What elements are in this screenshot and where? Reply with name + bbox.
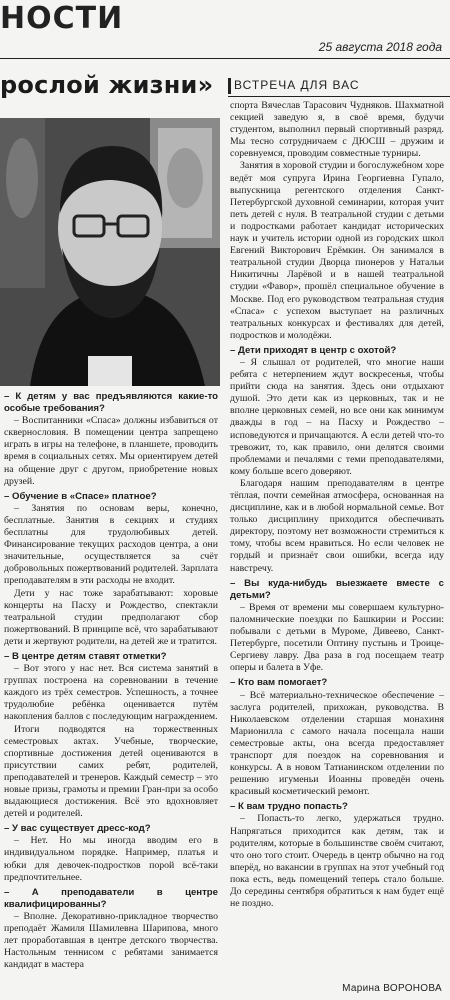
article-paragraph: Благодаря нашим преподавателям в центре тёплая, почти семейная атмосфера, основанная на дисциплине, как и в любой нормальной семье. Вот только дисциплину приходится обеспечивать директору, поэтому нет возможности стремиться к тому, чтобы всем нравиться. Но если человек не гордый и признаёт свои ошибки, всегда иду навстречу. xyxy=(230,477,444,574)
header-rule xyxy=(0,58,450,59)
interview-question: – Обучение в «Спасе» платное? xyxy=(4,490,157,502)
rubric-label: ВСТРЕЧА ДЛЯ ВАС xyxy=(234,78,360,92)
article-paragraph: спорта Вячеслав Тарасович Чудняков. Шахматной секцией заведую я, в своё время, будучи студентом, выполнил первый спортивный разряд. Мы тесно сотрудничаем с ДЮСШ – дружим и соревнуемся, проводим совместные турниры. xyxy=(230,100,444,160)
article-paragraph: – Вот этого у нас нет. Вся система занятий в группах построена на соревновании в течение каждого из трёх семестров. Успешность, а точнее трудолюбие ребёнка оценивается путём накопления баллов с последующим награждением. xyxy=(4,663,218,723)
article-paragraph: – Я слышал от родителей, что многие наши ребята с нетерпением ждут воскресенья, чтобы прийти сюда на занятия. Здесь они отдыхают душой. Это дети как из церковных, так и не вполне церковных семей, но все они как минимум дважды в год – на Пасху и Рождество – исповедуются и причащаются. А если детей что-то тревожит, то, как правило, они делятся своими проблемами и печалями с теми преподавателями, кому больше всего доверяют. xyxy=(230,356,444,477)
author-signature: Марина ВОРОНОВА xyxy=(342,983,442,994)
article-title: рослой жизни» xyxy=(0,71,214,99)
section-header: НОСТИ xyxy=(0,1,124,36)
right-text-column xyxy=(230,100,444,910)
rubric-marker xyxy=(228,78,231,94)
article-paragraph: – Занятия по основам веры, конечно, бесплатные. Занятия в секциях и студиях бесплатны для трудолюбивых детей. Финансирование текущих расходов центра, а они значительные, осуществляется за счёт добровольных пожертвований родителей. Зарплата преподавателям в эти расходы не входит. xyxy=(4,502,218,587)
interview-question: – А преподаватели в центре квалифицированны? xyxy=(4,886,218,910)
article-paragraph: – Вполне. Декоративно-прикладное творчество преподаёт Жамиля Шамилевна Шарипова, много лет проработавшая в центре детского творчества. Настольным теннисом с ребятами занимается кандидат в мастера xyxy=(4,910,218,971)
interview-question: – В центре детям ставят отметки? xyxy=(4,650,167,662)
interview-question: – К детям у вас предъявляются какие-то особые требования? xyxy=(4,391,218,415)
issue-date: 25 августа 2018 года xyxy=(318,40,442,54)
article-paragraph: – Время от времени мы совершаем культурно-паломнические поездки по Башкирии и России: побывали с детьми в Муроме, Дивеево, Санкт-Петербурге, посетили Оптину пустынь и Троице-Сергиеву лавру. Два раза в год посещаем театр оперы и балета в Уфе. xyxy=(230,601,444,674)
article-paragraph: Занятия в хоровой студии и богослужебном хоре ведёт моя супруга Ирина Георгиевна Гупало, выпускница регентского отделения Санкт-Петербургской духовной семинарии, которая учит петь детей с нуля. В театральной студии с детьми и подростками работает кандидат исторических наук и учитель истории одной из городских школ Евгений Викторович Ерёмкин. Он занимался в театральной студии Дворца пионеров у Натальи Никитичны Ларёвой и в нашей театральной студии «Фавор», прошёл специальное обучение в Москве. Под его руководством театральная студия «Спаса» с успехом выступает на различных театральных конкурсах и фестивалях для детей, подростков и молодёжи. xyxy=(230,160,444,341)
interview-question: – Вы куда-нибудь выезжаете вместе с детьми? xyxy=(230,577,444,601)
article-paragraph: – Всё материально-техническое обеспечение – заслуга родителей, прихожан, руководства. В Николаевском отделении старшая монахиня Марионилла с самого начала посещала наши семестровые акты, она всегда предоставляет транспорт для поездок на соревнования и конкурсы. А в новом Татианинском отделении по решению игуменьи Иоанны проведён очень красивый косметический ремонт. xyxy=(230,689,444,798)
article-paragraph: – Нет. Но мы иногда вводим его в индивидуальном порядке. Например, платья и юбки для девочек-подростков порой всё-таки предпочтительнее. xyxy=(4,835,218,883)
article-paragraph: – Воспитанники «Спаса» должны избавиться от сквернословия. В помещении центра запрещено играть в игры на телефоне, в планшете, проводить время в социальных сетях. Мы ориентируем детей на общение друг с другом, приобретение новых друзей. xyxy=(4,415,218,487)
rubric-rule xyxy=(228,96,450,97)
interview-question: – Кто вам помогает? xyxy=(230,677,328,689)
interview-question: – К вам трудно попасть? xyxy=(230,801,348,813)
article-paragraph: – Попасть-то легко, удержаться трудно. Напрягаться приходится как детям, так и родителям, которые в большинстве своём считают, что оно того стоит. Очередь в центр обычно на год вперёд, но вакансии в группах на этот учебный год пока есть, ведь помещений теперь стало больше. До середины сентября обратиться к нам будет ещё не поздно. xyxy=(230,813,444,910)
article-paragraph: Итоги подводятся на торжественных семестровых актах. Учебные, творческие, спортивные достижения детей оцениваются в присутствии самих ребят, родителей, преподавателей и тренеров. Каждый семестр – это новые призы, грамоты и премии Гран-при за особо выдающиеся достижения. Всё это вдохновляет детей и родителей. xyxy=(4,723,218,820)
interview-question: – У вас существует дресс-код? xyxy=(4,823,151,835)
portrait-photo xyxy=(0,118,220,386)
article-paragraph: Дети у нас тоже зарабатывают: хоровые концерты на Пасху и Рождество, спектакли театральной студии предполагают сбор пожертвований. В принципе всё, что зарабатывают дети и жертвуют родители, на детей же и тратится. xyxy=(4,587,218,647)
interview-question: – Дети приходят в центр с охотой? xyxy=(230,344,397,356)
left-text-column xyxy=(4,388,218,971)
